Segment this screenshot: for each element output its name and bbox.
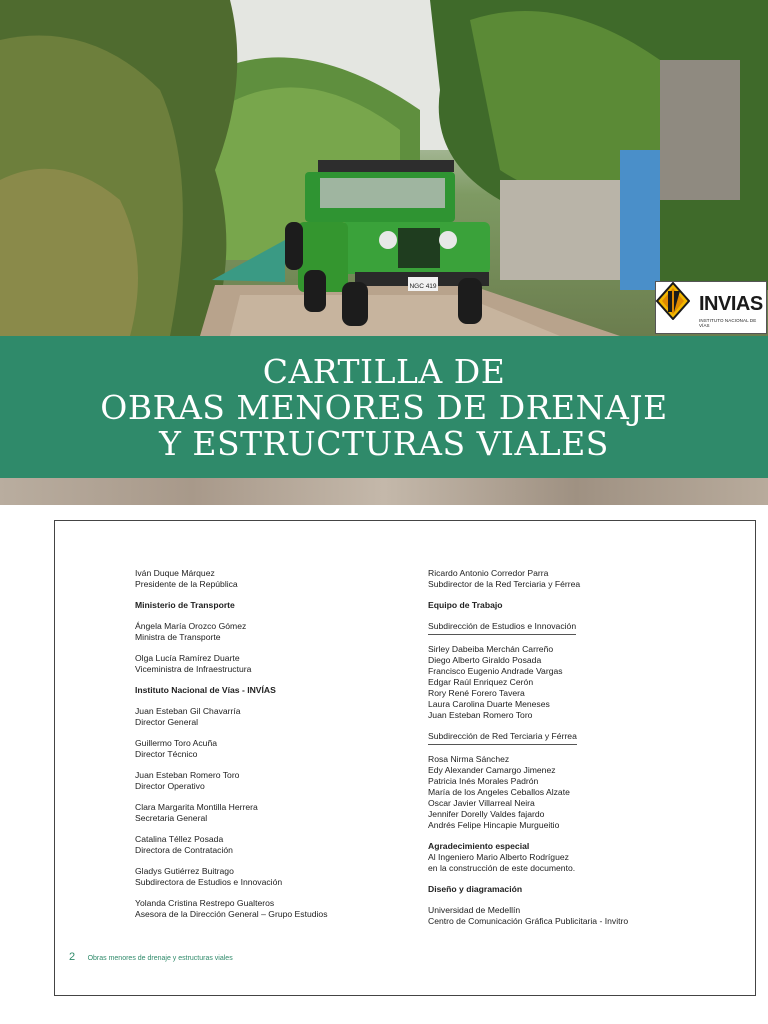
- section-heading: Equipo de Trabajo: [428, 600, 503, 610]
- credit-entry: [135, 802, 415, 824]
- credit-entry: [135, 834, 415, 856]
- credit-name: Iván Duque Márquez: [135, 568, 215, 578]
- member-name: María de los Angeles Ceballos Alzate: [428, 787, 570, 797]
- logo-name: INVIAS: [699, 293, 763, 315]
- design-line: Universidad de Medellín: [428, 905, 521, 915]
- credit-entry: [135, 653, 415, 675]
- design-line: Centro de Comunicación Gráfica Publicitaria - Invitro: [428, 916, 629, 926]
- credit-name: Yolanda Cristina Restrepo Gualteros: [135, 898, 275, 908]
- license-plate: NGC 419: [409, 283, 437, 290]
- member-name: Edgar Raúl Enriquez Cerón: [428, 677, 534, 687]
- member-name: Jennifer Dorelly Valdes fajardo: [428, 809, 545, 819]
- member-name: Juan Esteban Romero Toro: [428, 710, 533, 720]
- credit-entry: [135, 706, 415, 728]
- credit-name: Juan Esteban Gil Chavarría: [135, 706, 241, 716]
- section-heading: Agradecimiento especial: [428, 841, 530, 851]
- credits-page: [54, 520, 756, 996]
- credits-right-column: [428, 568, 708, 937]
- jeep-road-illustration: [0, 0, 768, 336]
- credit-name: Guillermo Toro Acuña: [135, 738, 218, 748]
- title-line-1: CARTILLA DE: [262, 352, 506, 391]
- section-heading: Ministerio de Transporte: [135, 600, 235, 610]
- section-heading: Diseño y diagramación: [428, 884, 523, 894]
- member-name: Sirley Dabeiba Merchán Carreño: [428, 644, 554, 654]
- credit-name: Olga Lucía Ramírez Duarte: [135, 653, 240, 663]
- credit-entry: [135, 621, 415, 643]
- title-line-3: Y ESTRUCTURAS VIALES: [159, 424, 609, 463]
- thanks-text: [428, 852, 708, 874]
- member-name: Francisco Eugenio Andrade Vargas: [428, 666, 563, 676]
- credit-role: Director Operativo: [135, 781, 205, 791]
- credit-entry: [135, 738, 415, 760]
- invias-diamond-icon: [656, 282, 690, 320]
- credit-role: Secretaria General: [135, 813, 208, 823]
- design-credits: [428, 905, 708, 927]
- credit-name: Clara Margarita Montilla Herrera: [135, 802, 258, 812]
- credit-name: Juan Esteban Romero Toro: [135, 770, 240, 780]
- title-line-2: OBRAS MENORES DE DRENAJE: [100, 388, 668, 427]
- credit-role: Subdirector de la Red Terciaria y Férrea: [428, 579, 581, 589]
- credit-role: Directora de Contratación: [135, 845, 233, 855]
- cover-photo: [0, 0, 768, 336]
- section-heading: Instituto Nacional de Vías - INVÍAS: [135, 685, 276, 695]
- credit-role: Director General: [135, 717, 199, 727]
- credit-name: Ricardo Antonio Corredor Parra: [428, 568, 549, 578]
- thanks-line: Al Ingeniero Mario Alberto Rodríguez: [428, 852, 569, 862]
- footer-title: Obras menores de drenaje y estructuras viales: [87, 955, 233, 962]
- title-band: [0, 336, 768, 478]
- member-name: Andrés Felipe Hincapie Murgueitio: [428, 820, 560, 830]
- credit-role: Viceministra de Infraestructura: [135, 664, 252, 674]
- credit-role: Ministra de Transporte: [135, 632, 221, 642]
- credit-name: Gladys Gutiérrez Buitrago: [135, 866, 234, 876]
- credit-name: Catalina Téllez Posada: [135, 834, 224, 844]
- member-list: [428, 754, 708, 831]
- member-name: Rosa Nirma Sánchez: [428, 754, 510, 764]
- credit-role: Presidente de la República: [135, 579, 238, 589]
- credit-role: Subdirectora de Estudios e Innovación: [135, 877, 283, 887]
- member-name: Oscar Javier Villarreal Neira: [428, 798, 535, 808]
- member-name: Patricia Inés Morales Padrón: [428, 776, 539, 786]
- credit-role: Director Técnico: [135, 749, 198, 759]
- logo-subtitle: INSTITUTO NACIONAL DE VÍAS: [699, 318, 757, 328]
- credit-entry: [428, 568, 708, 590]
- member-name: Laura Carolina Duarte Meneses: [428, 699, 550, 709]
- road-photo-strip: [0, 478, 768, 505]
- member-name: Diego Alberto Giraldo Posada: [428, 655, 542, 665]
- subsection-heading: Subdirección de Red Terciaria y Férrea: [428, 731, 577, 745]
- credits-left-column: [135, 568, 415, 930]
- credit-role: Asesora de la Dirección General – Grupo Estudios: [135, 909, 328, 919]
- page-footer: [69, 947, 233, 965]
- thanks-line: en la construcción de este documento.: [428, 863, 576, 873]
- credit-entry: [135, 866, 415, 888]
- member-name: Edy Alexander Camargo Jimenez: [428, 765, 556, 775]
- subsection-heading: Subdirección de Estudios e Innovación: [428, 621, 576, 635]
- invias-logo: [655, 281, 767, 334]
- credit-entry: [135, 898, 415, 920]
- member-list: [428, 644, 708, 721]
- page-number: 2: [69, 951, 76, 963]
- credit-entry: [135, 568, 415, 590]
- credit-entry: [135, 770, 415, 792]
- document-title: [0, 336, 768, 462]
- member-name: Rory René Forero Tavera: [428, 688, 525, 698]
- credit-name: Ángela María Orozco Gómez: [135, 621, 247, 631]
